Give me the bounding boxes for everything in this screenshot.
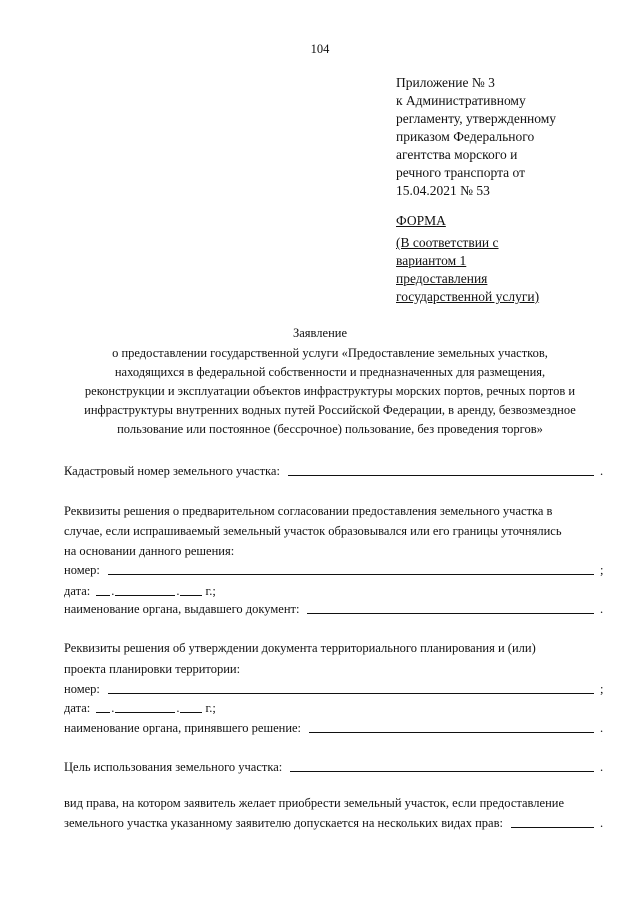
subject-line: находящихся в федеральной собственности и предназначенных для размещения, xyxy=(114,365,546,379)
planning-date-year-field[interactable] xyxy=(180,711,202,713)
right-type-label: земельного участка указанному заявителю допускается на нескольких видах прав: xyxy=(64,816,503,830)
planning-number-label: номер: xyxy=(64,682,100,696)
prelim-date-year-field[interactable] xyxy=(180,594,202,596)
right-type-row: земельного участка указанному заявителю допускается на нескольких видах прав: . xyxy=(64,816,604,830)
prelim-decision-text-1: Реквизиты решения о предварительном согласовании предоставления земельного участка в xyxy=(64,504,553,518)
planning-authority-field[interactable] xyxy=(309,731,594,733)
prelim-authority-row: наименование органа, выдавшего документ: . xyxy=(64,602,604,616)
purpose-field[interactable] xyxy=(290,770,594,772)
cadastral-number-label: Кадастровый номер земельного участка: xyxy=(64,464,280,478)
planning-decision-text-2: проекта планировки территории: xyxy=(64,662,241,676)
planning-authority-label: наименование органа, принявшего решение: xyxy=(64,721,302,735)
statement-subject xyxy=(60,344,600,439)
appendix-line: Приложение № 3 xyxy=(396,75,495,90)
purpose-row: Цель использования земельного участка: . xyxy=(64,760,604,774)
prelim-authority-label: наименование органа, выдавшего документ: xyxy=(64,602,300,616)
forma-block xyxy=(396,212,606,306)
prelim-number-field[interactable] xyxy=(108,573,594,575)
right-type-text: вид права, на котором заявитель желает приобрести земельный участок, если предоставление xyxy=(64,796,564,810)
appendix-line: речного транспорта от xyxy=(396,165,525,180)
planning-date-label: дата: xyxy=(64,701,91,715)
appendix-line: агентства морского и xyxy=(396,147,518,162)
prelim-date-label: дата: xyxy=(64,584,91,598)
prelim-number-label: номер: xyxy=(64,563,100,577)
purpose-label: Цель использования земельного участка: xyxy=(64,760,283,774)
planning-decision-text-1: Реквизиты решения об утверждении документа территориального планирования и (или) xyxy=(64,641,536,655)
cadastral-number-row: Кадастровый номер земельного участка: . xyxy=(64,464,604,478)
page-number: 104 xyxy=(310,42,330,56)
forma-title: ФОРМА xyxy=(396,213,446,228)
prelim-date-day-field[interactable] xyxy=(96,594,110,596)
subject-line: пользование или постоянное (бессрочное) пользование, без проведения торгов» xyxy=(117,422,543,436)
appendix-line: регламенту, утвержденному xyxy=(396,111,557,126)
forma-line: (В соответствии с xyxy=(396,235,499,250)
prelim-decision-text-2: случае, если испрашиваемый земельный участок образовывался или его границы уточнялись xyxy=(64,524,562,538)
planning-authority-row: наименование органа, принявшего решение: . xyxy=(64,721,604,735)
prelim-authority-field[interactable] xyxy=(307,612,594,614)
subject-line: о предоставлении государственной услуги «Предоставление земельных участков, xyxy=(112,346,548,360)
subject-line: реконструкции и эксплуатации объектов инфраструктуры морских портов, речных портов и xyxy=(84,384,576,398)
planning-number-row: номер: ; xyxy=(64,682,604,696)
right-type-field[interactable] xyxy=(511,826,594,828)
forma-line: вариантом 1 xyxy=(396,253,467,268)
cadastral-number-field[interactable] xyxy=(288,474,594,476)
planning-date-row: дата: . . г.; xyxy=(64,701,216,715)
planning-number-field[interactable] xyxy=(108,692,594,694)
planning-date-day-field[interactable] xyxy=(96,711,110,713)
forma-line: государственной услуги) xyxy=(396,289,540,304)
appendix-line: приказом Федерального xyxy=(396,129,535,144)
appendix-line: к Административному xyxy=(396,93,526,108)
subject-line: инфраструктуры внутренних водных путей Российской Федерации, в аренду, безвозмездное xyxy=(84,403,576,417)
appendix-line: 15.04.2021 № 53 xyxy=(396,183,490,198)
appendix-block xyxy=(396,74,606,200)
forma-line: предоставления xyxy=(396,271,488,286)
prelim-number-row: номер: ; xyxy=(64,563,604,577)
prelim-date-row: дата: . . г.; xyxy=(64,584,216,598)
prelim-decision-text-3: на основании данного решения: xyxy=(64,544,235,558)
prelim-date-month-field[interactable] xyxy=(115,594,175,596)
statement-title: Заявление xyxy=(292,326,347,340)
planning-date-month-field[interactable] xyxy=(115,711,175,713)
